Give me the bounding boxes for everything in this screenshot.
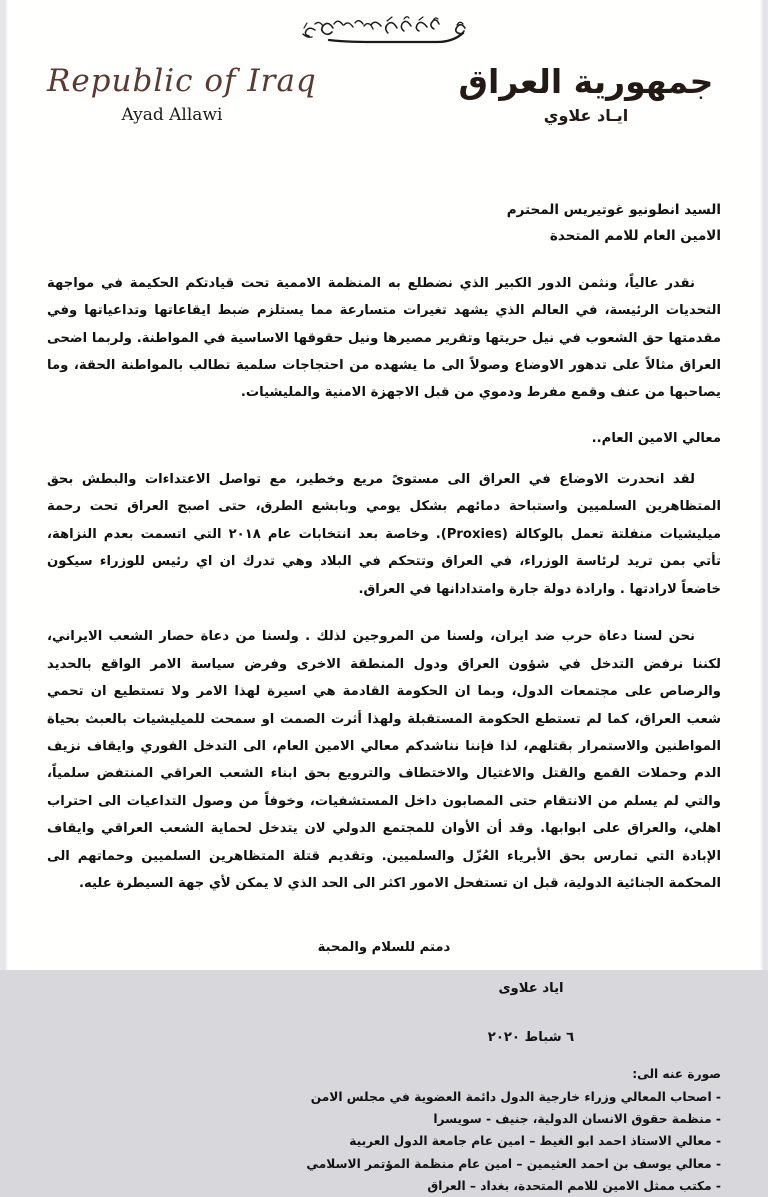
- english-official-name: Ayad Allawi: [121, 104, 223, 125]
- letter-body: [9, 197, 759, 1197]
- salutation: معالي الامين العام..: [591, 430, 721, 446]
- cc-title: صورة عنه الى:: [632, 1066, 721, 1081]
- letterhead-arabic: [451, 62, 721, 125]
- basmala-calligraphy: [9, 0, 759, 58]
- addressee-block: [47, 197, 721, 250]
- letterhead-english: [47, 63, 317, 125]
- cc-item: - معالي يوسف بن احمد العثيمين – امين عام منظمة المؤتمر الاسلامي: [306, 1156, 721, 1171]
- arabic-official-name: ايـاد علاوي: [543, 105, 629, 125]
- cc-item: - اصحاب المعالي وزراء خارجية الدول دائمة العضوية في مجلس الامن: [310, 1089, 721, 1104]
- signatory-name: اياد علاوى: [498, 980, 564, 996]
- cc-distribution-list: [47, 1063, 721, 1197]
- closing-line: دمتم للسلام والمحبة: [317, 939, 451, 955]
- body-paragraph-2: لقد انحدرت الاوضاع في العراق الى مستوىً مريع وخطير، مع تواصل الاعتداءات والبطش بحق المتظاهرين السلميين واستباحة دمائهم بشكل يومي وبابشع الطرق، حتى اصبح العراق تحت رحمة ميليشيات منفلتة تعمل بالوكالة (Proxies). وخاصة بعد انتخابات عام ٢٠١٨ التي اتسمت بعدم النزاهة، تأتي بمن تريد لرئاسة الوزراء، في العراق وتتحكم في البلاد وهي تدرك ان اي رئيس للوزراء سيكون خاضعاً لارادتها . وارادة دولة جارة وامتدادانها في العراق.: [47, 471, 721, 597]
- addressee-line-1: السيد انطونيو غوتيريس المحترم: [506, 202, 721, 218]
- cc-item: - معالي الاستاذ احمد ابو الغيط – امين عام جامعة الدول العربية: [349, 1134, 721, 1149]
- arabic-republic-title: جمهورية العراق: [458, 62, 714, 101]
- letterhead: [9, 58, 759, 163]
- addressee-line-2: الامين العام للامم المتحدة: [549, 228, 721, 245]
- letter-date: ٦ شباط ٢٠٢٠: [487, 1029, 575, 1045]
- cc-item: - منظمة حقوق الانسان الدولية، جنيف - سويسرا: [433, 1112, 721, 1127]
- english-republic-title: Republic of Iraq: [47, 63, 317, 99]
- body-paragraph-1: نقدر عالياً، ونثمن الدور الكبير الذي نضطلع به المنظمة الاممية تحت قيادتكم الحكيمة في مواجهة التحديات الرئيسة، في العالم الذي يشهد تغيرات متسارعة مما يستلزم ضبط ايقاعاتها وتداعياتها وفي مقدمتها حق الشعوب في نيل حريتها وتقرير مصيرها ونيل حقوقها الاساسية في المواطنة. ولربما اضحى العراق مثالاً على تدهور الاوضاع وصولاً الى ما يشهده من احتجاجات سلمية تطالب بالمواطنة الحقة، وما يصاحبها من عنف وقمع مفرط ودموي من قبل الاجهزة الامنية والمليشيات.: [47, 275, 721, 401]
- cc-item: - مكتب ممثل الامين للامم المتحدة، بغداد – العراق: [427, 1178, 721, 1193]
- body-paragraph-3: نحن لسنا دعاة حرب ضد ايران، ولسنا من المروجين لذلك . ولسنا من دعاة حصار الشعب الايراني، لكننا نرفض التدخل في شؤون العراق ودول المنطقة الاخرى وفرض سياسة الامر الواقع بالحديد والرصاص على مجتمعات الدول، وبما ان الحكومة القادمة هي اسيرة لهذا الامر ولا تستطيع ان تحمي شعب العراق، كما لم تستطع الحكومة المستقبلة ولهذا أثرت الصمت او سمحت للميليشيات بالعبث بحياة المواطنين والاستمرار بقتلهم، لذا فإننا نناشدكم معالي الامين العام، الى التدخل الفوري وايقاف نزيف الدم وحملات القمع والقتل والاغتيال والاختطاف والترويع بحق ابناء الشعب العراقي المنتفض سلمياً، والتي لم يسلم من الانتقام حتى المصابون داخل المستشفيات، وخوفاً من وصول التداعيات الى احتراب اهلي، والعراق على ابوابها. وقد أن الأوان للمجتمع الدولي لان يتدخل لحماية الشعب العراقي وايقاف الإبادة التي تمارس بحق الأبرياء العُزّل والسلميين. وتقديم قتلة المتظاهرين السلميين وحماتهم الى المحكمة الجنائية الدولية، قبل ان تستفحل الامور اكثر الى الحد الذي لا يمكن لأي جهة السيطرة عليه.: [47, 629, 721, 892]
- letter-sheet: [9, 0, 759, 1193]
- paper-edge-right: [759, 0, 768, 970]
- signature-block: [47, 981, 721, 1045]
- paper-edge-left: [0, 0, 9, 970]
